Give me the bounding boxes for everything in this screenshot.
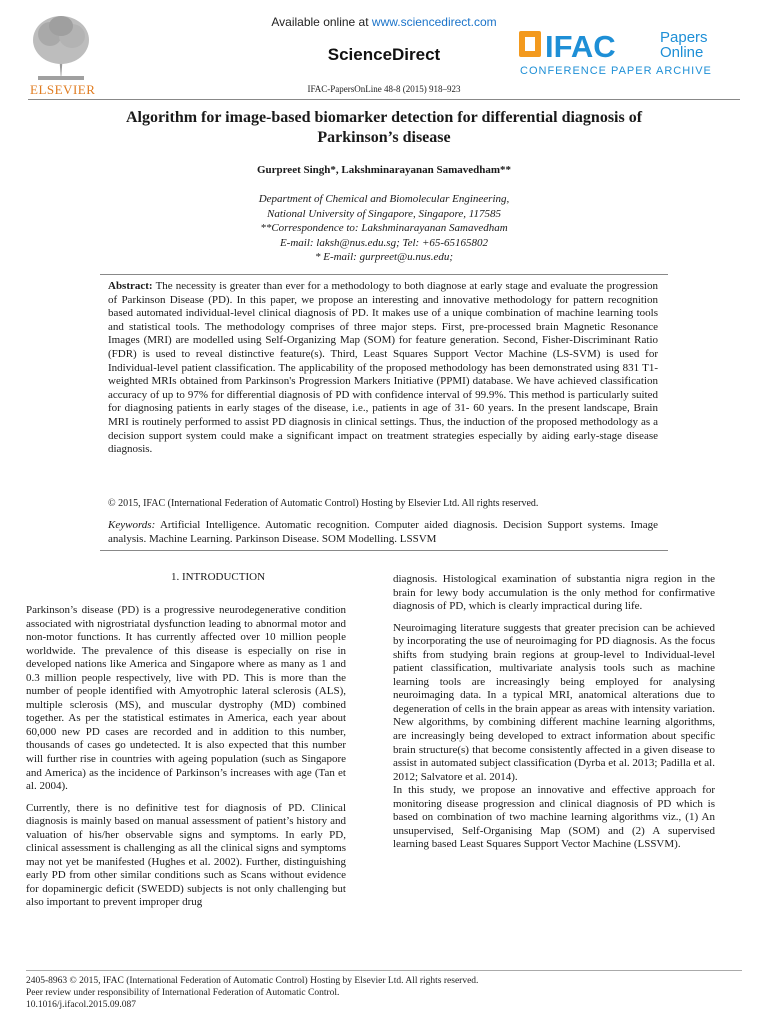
- footer-divider: [26, 970, 742, 971]
- body-paragraph: Currently, there is no definitive test for diagnosis of PD. Clinical diagnosis is mainly based on manual assessment of patient’s history and valuation of his/her observable signs and symptoms. In early PD, clinical assessment is challenging as all the clinical signs and symptoms may not yet be manifested (Hughes et al. 2002). Further, distinguishing early PD from other similar conditions such as Scans without evidence for dopaminergic deficit (SWEDD) subjects is not only challenging but also important to prevent improper drug: [26, 801, 346, 909]
- body-paragraph: diagnosis. Histological examination of substantia nigra region in the brain for lewy body accumulation is the only method for confirmative diagnosis of PD, which is clearly impractical during life.: [393, 573, 715, 613]
- available-online-label: Available online at: [271, 15, 372, 29]
- sciencedirect-link[interactable]: www.sciencedirect.com: [371, 15, 497, 29]
- ifac-logo-text: IFAC: [545, 29, 616, 64]
- left-column: [26, 604, 346, 918]
- affiliation-line: National University of Singapore, Singapore, 117585: [267, 207, 501, 220]
- section-heading: 1. INTRODUCTION: [170, 571, 266, 583]
- paper-title-line-2: Parkinson’s disease: [317, 129, 451, 146]
- abstract-top-rule: [100, 274, 668, 275]
- affiliation: [0, 192, 768, 265]
- paper-title-line-1: Algorithm for image-based biomarker detection for differential diagnosis of: [125, 109, 643, 126]
- footer: [26, 975, 478, 1011]
- abstract-bottom-rule: [100, 550, 668, 551]
- affiliation-line: E-mail: laksh@nus.edu.sg; Tel: +65-65165802: [279, 236, 489, 249]
- affiliation-line: Department of Chemical and Biomolecular Engineering,: [258, 193, 510, 205]
- abstract-text: The necessity is greater than ever for a methodology to both diagnose at early stage and evaluate the progression of Parkinson Disease (PD). In this paper, we propose an interesting and innovative methodology for pattern recognition based automated individual-level clinical diagnosis of PD. It makes use of a unique combination of machine learning tools and statistical tools. The methodology comprises of three major steps. First, pre-processed brain Magnetic Resonance Images (MRI) are modelled using Self-Organizing Map (SOM) for feature generation. Second, Fisher-Discriminant Ratio (FDR) is used to reveal distinctive feature(s). Third, Least Squares Support Vector Machine (LS-SVM) is used for Individual-level patient classification. The applicability of the proposed methodology has been demonstrated using 831 T1-weighted MRIs obtained from Parkinson's Progression Markers Initiative (PPMI) database. We have achieved classification accuracy of up to 97% for differential diagnosis of PD with confidence interval of 99.9%. This method is particularly suited for diagnosing patients in early stages of the disease, i.e., patients in age of 31- 60 years. In the present landscape, Brain MRI is routinely performed to assist PD diagnosis in clinical settings. Thus, the induction of the proposed methodology as a decision support system could make a significant impact on treatment strategies especially by aiding early-stage disease diagnosis.: [108, 280, 658, 456]
- body-paragraph: In this study, we propose an innovative and effective approach for monitoring disease progression and clinical diagnosis of PD which is based on combination of two machine learning algorithms viz., (1) An unsupervised, Self-Organising Map (SOM) and (2) A supervised learning based Least Squares Support Vector Machine (LSSVM).: [393, 784, 715, 851]
- keywords: [108, 518, 658, 546]
- body-paragraph: Neuroimaging literature suggests that greater precision can be achieved by incorporating the use of neuroimaging for PD diagnosis. As the focus shifts from studying brain regions at group-level to Individual-level patient classification, multivariate analysis tools such as machine learning tools are increasingly being employed for analysing neuroimaging data. In a typical MRI, anatomical alterations due to degeneration of cells in the brain appear as areas with intensity variation. New algorithms, by combining different machine learning algorithms, are increasingly being developed to extract information about specific brain structure(s) that become consistently affected in a given disease to assist in automated subject classification (Dyrba et al. 2013; Padilla et al. 2012; Salvatore et al. 2014).: [393, 621, 715, 783]
- keywords-text: Artificial Intelligence. Automatic recognition. Computer aided diagnosis. Decision Support systems. Image analysis. Machine Learning. Parkinson Disease. SOM Modelling. LSSVM: [108, 519, 658, 545]
- ifac-online-text: Online: [660, 44, 704, 61]
- paper-title: [60, 108, 708, 148]
- abstract: [108, 280, 658, 457]
- body-paragraph: Parkinson’s disease (PD) is a progressive neurodegenerative condition associated with nigrostriatal dysfunction leading to abnormal motor and non-motor functions. It has currently affected over 10 million people worldwide. The prevalence of this disease is especially on rise in developed nations like America and Singapore where as many as 1 and 0.3 million people respectively, live with PD. This is more than the number of people identified with Amyotrophic lateral sclerosis (ALS), multiple sclerosis (MS), and muscular dystrophy (MD) combined together. As per the statistical estimates in America, each year about 60,000 new PD cases are recorded and in addition to this number, thousands of cases go undetected. It is also expected that this number will further rise in countries with ageing population (such as Singapore and America) as the incidence of Parkinson’s increases with age (Tan et al. 2004).: [26, 604, 346, 793]
- keywords-label: Keywords:: [108, 519, 156, 531]
- affiliation-line: **Correspondence to: Lakshminarayanan Samavedham: [260, 222, 508, 234]
- ifac-papers-text: Papers: [660, 29, 708, 46]
- authors: Gurpreet Singh*, Lakshminarayanan Samavedham**: [256, 164, 512, 176]
- journal-reference: IFAC-PapersOnLine 48-8 (2015) 918–923: [307, 84, 461, 94]
- footer-issn: 2405-8963 © 2015, IFAC (International Federation of Automatic Control) Hosting by Elsevier Ltd. All rights reserved.: [26, 976, 479, 986]
- header-divider: [28, 99, 740, 100]
- abstract-label: Abstract:: [108, 280, 153, 292]
- conference-archive-label: CONFERENCE PAPER ARCHIVE: [520, 65, 712, 77]
- elsevier-wordmark: ELSEVIER: [30, 82, 96, 97]
- right-column: [393, 573, 715, 860]
- footer-peer-review: Peer review under responsibility of International Federation of Automatic Control.: [26, 988, 340, 998]
- copyright-notice: © 2015, IFAC (International Federation of Automatic Control) Hosting by Elsevier Ltd. All rights reserved.: [108, 498, 539, 509]
- sciencedirect-title: ScienceDirect: [327, 45, 441, 64]
- footer-doi[interactable]: 10.1016/j.ifacol.2015.09.087: [26, 1000, 137, 1010]
- affiliation-line: * E-mail: gurpreet@u.nus.edu;: [314, 251, 454, 263]
